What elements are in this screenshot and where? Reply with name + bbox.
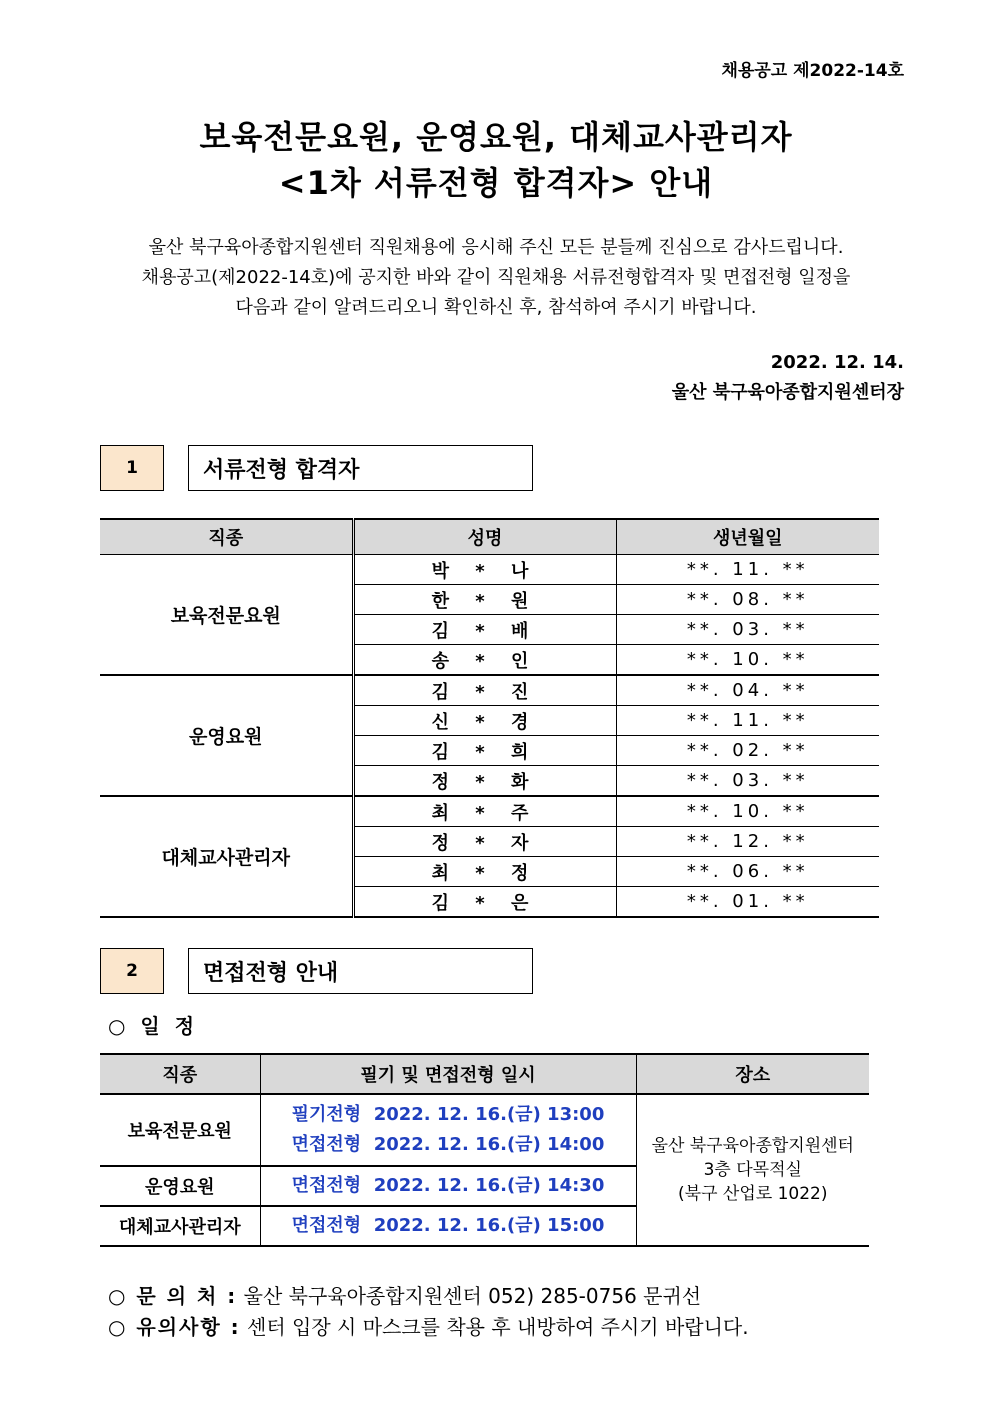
name-cell: 박 * 나 xyxy=(353,555,616,585)
intro-line: 채용공고(제2022-14호)에 공지한 바와 같이 직원채용 서류전형합격자 및 면접전형 일정을 xyxy=(141,267,851,288)
datetime-line: 면접전형 2022. 12. 16.(금) 14:00 xyxy=(291,1134,605,1155)
intro-line: 다음과 같이 알려드리오니 확인하신 후, 참석하여 주시기 바랍니다. xyxy=(235,297,757,318)
schedule-label: ○ 일 정 xyxy=(108,1014,199,1038)
interview-schedule-table xyxy=(100,1053,869,1247)
issue-block xyxy=(672,348,904,408)
birth-cell: **. 11. ** xyxy=(616,706,879,736)
notice-number: 채용공고 제2022-14호 xyxy=(721,61,904,81)
birth-cell: **. 03. ** xyxy=(616,615,879,645)
document-pass-table xyxy=(100,518,879,918)
table-row xyxy=(100,555,879,585)
name-cell: 송 * 인 xyxy=(353,645,616,676)
section-1-title: 서류전형 합격자 xyxy=(188,445,533,491)
contact-line xyxy=(108,1280,701,1309)
category-cell: 보육전문요원 xyxy=(100,555,353,676)
category-cell: 보육전문요원 xyxy=(100,1094,260,1166)
name-cell: 정 * 자 xyxy=(353,827,616,857)
name-cell: 최 * 정 xyxy=(353,857,616,887)
section-1-number: 1 xyxy=(100,445,164,491)
place-line: (북구 산업로 1022) xyxy=(678,1184,828,1204)
issue-date: 2022. 12. 14. xyxy=(770,352,904,373)
name-cell: 김 * 희 xyxy=(353,736,616,766)
intro-line: 울산 북구육아종합지원센터 직원채용에 응시해 주신 모든 분들께 진심으로 감사드립니다. xyxy=(148,237,844,258)
datetime-line: 필기전형 2022. 12. 16.(금) 13:00 xyxy=(291,1104,605,1125)
page-subtitle: <1차 서류전형 합격자> 안내 xyxy=(278,164,714,202)
intro-paragraph xyxy=(0,233,992,323)
notes-line xyxy=(108,1311,749,1340)
datetime-cell: 면접전형 2022. 12. 16.(금) 14:30 xyxy=(260,1166,636,1206)
contact-value: 울산 북구육아종합지원센터 052) 285-0756 문귀선 xyxy=(243,1284,702,1308)
category-cell: 운영요원 xyxy=(100,675,353,796)
datetime-cell xyxy=(260,1094,636,1166)
table-row xyxy=(100,1094,869,1166)
birth-cell: **. 11. ** xyxy=(616,555,879,585)
birth-cell: **. 12. ** xyxy=(616,827,879,857)
name-cell: 신 * 경 xyxy=(353,706,616,736)
table-header-row xyxy=(100,1054,869,1094)
table-header-row xyxy=(100,519,879,555)
header-datetime: 필기 및 면접전형 일시 xyxy=(260,1054,636,1094)
header-place: 장소 xyxy=(636,1054,869,1094)
birth-cell: **. 01. ** xyxy=(616,887,879,918)
name-cell: 한 * 원 xyxy=(353,585,616,615)
page-title: 보육전문요원, 운영요원, 대체교사관리자 xyxy=(199,118,793,156)
birth-cell: **. 02. ** xyxy=(616,736,879,766)
birth-cell: **. 08. ** xyxy=(616,585,879,615)
table-row xyxy=(100,796,879,827)
issuer: 울산 북구육아종합지원센터장 xyxy=(671,382,904,403)
birth-cell: **. 10. ** xyxy=(616,645,879,676)
header-birth: 생년월일 xyxy=(616,519,879,555)
place-line: 3층 다목적실 xyxy=(703,1160,802,1180)
header-category: 직종 xyxy=(100,519,353,555)
notes-label: ○ 유의사항 : xyxy=(108,1315,241,1339)
name-cell: 김 * 진 xyxy=(353,675,616,706)
birth-cell: **. 04. ** xyxy=(616,675,879,706)
birth-cell: **. 03. ** xyxy=(616,766,879,797)
name-cell: 김 * 은 xyxy=(353,887,616,918)
datetime-cell: 면접전형 2022. 12. 16.(금) 15:00 xyxy=(260,1206,636,1246)
section-2-number: 2 xyxy=(100,948,164,994)
category-cell: 대체교사관리자 xyxy=(100,796,353,917)
category-cell: 대체교사관리자 xyxy=(100,1206,260,1246)
place-line: 울산 북구육아종합지원센터 xyxy=(651,1136,854,1156)
name-cell: 김 * 배 xyxy=(353,615,616,645)
place-cell xyxy=(636,1094,869,1246)
header-category: 직종 xyxy=(100,1054,260,1094)
birth-cell: **. 10. ** xyxy=(616,796,879,827)
table-row xyxy=(100,675,879,706)
contact-label: ○ 문 의 처 : xyxy=(108,1284,238,1308)
name-cell: 정 * 화 xyxy=(353,766,616,797)
header-name: 성명 xyxy=(353,519,616,555)
category-cell: 운영요원 xyxy=(100,1166,260,1206)
notes-value: 센터 입장 시 마스크를 착용 후 내방하여 주시기 바랍니다. xyxy=(247,1315,749,1339)
section-2-title: 면접전형 안내 xyxy=(188,948,533,994)
name-cell: 최 * 주 xyxy=(353,796,616,827)
birth-cell: **. 06. ** xyxy=(616,857,879,887)
